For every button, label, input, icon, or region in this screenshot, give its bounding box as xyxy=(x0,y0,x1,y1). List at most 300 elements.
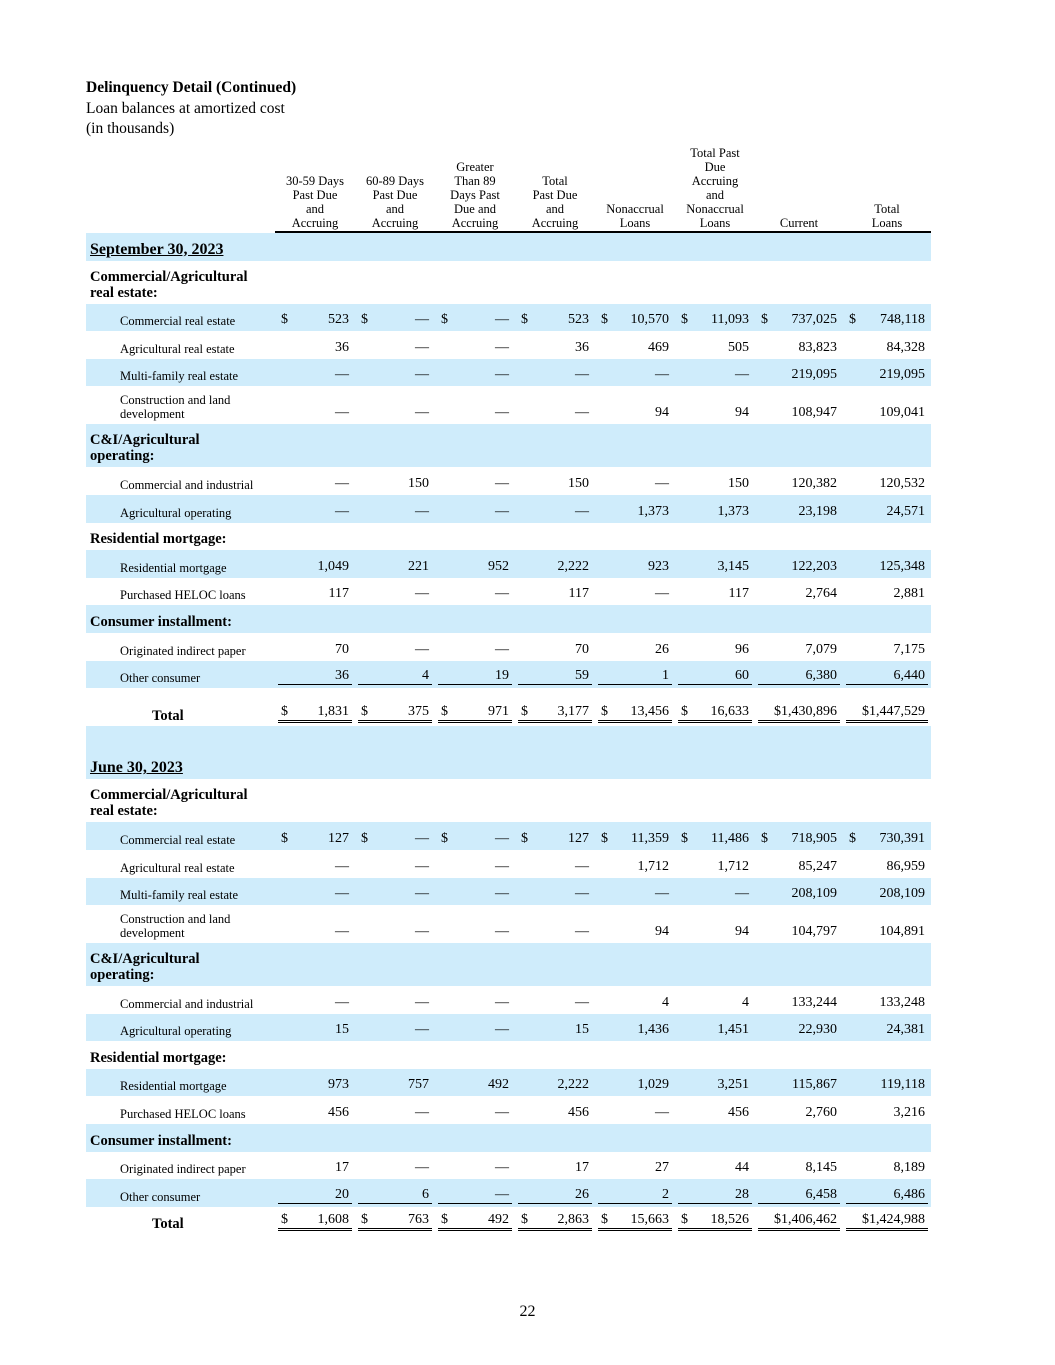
category-row xyxy=(86,779,931,822)
cell-value: 133,244 xyxy=(791,994,837,1010)
value-cell xyxy=(355,386,435,424)
cell-value: 27 xyxy=(655,1160,669,1176)
value-cell xyxy=(275,359,355,387)
cell-value: 1,831 xyxy=(317,703,349,719)
table-row xyxy=(86,495,931,523)
value-cell xyxy=(595,1207,675,1235)
currency-symbol xyxy=(849,559,859,575)
currency-symbol xyxy=(441,1022,451,1038)
value-cell xyxy=(435,467,515,495)
currency-symbol xyxy=(281,642,291,658)
currency-symbol xyxy=(601,1022,611,1038)
currency-symbol xyxy=(761,586,771,602)
value-cell xyxy=(435,878,515,906)
cell-value: — xyxy=(415,1022,429,1038)
value-cell xyxy=(595,822,675,850)
value-cell xyxy=(843,467,931,495)
table-row xyxy=(86,467,931,495)
currency-symbol: $ xyxy=(601,703,608,719)
value-cell xyxy=(843,1207,931,1235)
cell-value: 952 xyxy=(488,558,509,574)
value-cell xyxy=(755,467,843,495)
currency-symbol xyxy=(281,668,291,684)
cell-value: 18,526 xyxy=(710,1212,749,1228)
section-gap-row xyxy=(86,726,931,752)
cell-value: 117 xyxy=(728,586,749,602)
value-cell xyxy=(275,986,355,1014)
currency-symbol xyxy=(849,995,859,1011)
cell-value: 1,373 xyxy=(717,503,749,519)
value-cell xyxy=(435,550,515,578)
row-label: Commercial real estate xyxy=(86,304,275,332)
value-cell xyxy=(275,304,355,332)
value-cell xyxy=(515,304,595,332)
currency-symbol xyxy=(681,859,691,875)
table-row xyxy=(86,661,931,689)
cell-value: 6 xyxy=(422,1186,429,1202)
value-cell xyxy=(755,386,843,424)
value-cell xyxy=(675,578,755,606)
value-cell xyxy=(595,386,675,424)
currency-symbol: $ xyxy=(681,1212,688,1228)
value-cell xyxy=(755,495,843,523)
value-cell xyxy=(595,304,675,332)
value-cell xyxy=(843,1096,931,1124)
value-cell xyxy=(515,986,595,1014)
value-cell xyxy=(275,550,355,578)
table-row xyxy=(86,905,931,943)
currency-symbol xyxy=(849,924,859,940)
currency-symbol xyxy=(681,559,691,575)
value-cell xyxy=(675,386,755,424)
cell-value: — xyxy=(655,367,669,383)
value-cell xyxy=(755,1096,843,1124)
value-cell xyxy=(595,1152,675,1180)
column-header: 60-89 Days Past Due and Accruing xyxy=(355,146,435,233)
cell-value: 1 xyxy=(662,668,669,684)
cell-value: 22,930 xyxy=(798,1022,837,1038)
currency-symbol xyxy=(761,1077,771,1093)
cell-value: 17 xyxy=(335,1160,349,1176)
value-cell xyxy=(843,633,931,661)
cell-value: 973 xyxy=(328,1077,349,1093)
currency-symbol xyxy=(601,559,611,575)
value-cell xyxy=(675,850,755,878)
value-cell xyxy=(515,905,595,943)
cell-value: 94 xyxy=(655,924,669,940)
value-cell xyxy=(515,878,595,906)
cell-value: — xyxy=(495,312,509,328)
currency-symbol xyxy=(681,886,691,902)
currency-symbol xyxy=(849,586,859,602)
cell-value: 2,222 xyxy=(557,1077,589,1093)
cell-value: 219,095 xyxy=(879,367,925,383)
currency-symbol: $ xyxy=(281,1212,288,1228)
currency-symbol xyxy=(521,340,531,356)
value-cell xyxy=(435,1014,515,1042)
currency-symbol xyxy=(681,367,691,383)
cell-value: 16,633 xyxy=(710,703,749,719)
currency-symbol xyxy=(761,476,771,492)
currency-symbol xyxy=(681,1187,691,1203)
cell-value: 718,905 xyxy=(791,830,837,846)
cell-value: 127 xyxy=(568,830,589,846)
column-header: Total Past Due Accruing and Nonaccrual Loans xyxy=(675,146,755,233)
cell-value: 127 xyxy=(328,830,349,846)
row-label: Construction and land development xyxy=(120,912,231,941)
value-cell xyxy=(755,331,843,359)
cell-value: 36 xyxy=(335,668,349,684)
value-cell xyxy=(755,661,843,689)
cell-value: 19 xyxy=(495,668,509,684)
currency-symbol: $ xyxy=(361,312,368,328)
currency-symbol xyxy=(521,1105,531,1121)
cell-value: 1,029 xyxy=(637,1077,669,1093)
currency-symbol xyxy=(761,1160,771,1176)
value-cell xyxy=(755,905,843,943)
row-label: Other consumer xyxy=(86,1179,275,1207)
value-cell xyxy=(275,1096,355,1124)
cell-value: 923 xyxy=(648,558,669,574)
cell-value: — xyxy=(655,1105,669,1121)
cell-value: 221 xyxy=(408,558,429,574)
currency-symbol xyxy=(681,642,691,658)
cell-value: $1,424,988 xyxy=(862,1212,925,1228)
currency-symbol xyxy=(849,1105,859,1121)
cell-value: 150 xyxy=(408,475,429,491)
currency-symbol xyxy=(361,995,371,1011)
value-cell xyxy=(355,467,435,495)
value-cell xyxy=(355,661,435,689)
value-cell xyxy=(675,1179,755,1207)
value-cell xyxy=(595,578,675,606)
cell-value: — xyxy=(495,830,509,846)
cell-value: — xyxy=(495,1022,509,1038)
row-label: Originated indirect paper xyxy=(120,1162,246,1177)
currency-symbol xyxy=(601,642,611,658)
column-header: Greater Than 89 Days Past Due and Accruing xyxy=(435,146,515,233)
cell-value: 4 xyxy=(422,668,429,684)
value-cell xyxy=(355,495,435,523)
currency-symbol xyxy=(521,859,531,875)
category-label: Consumer installment: xyxy=(86,1124,931,1152)
currency-symbol xyxy=(281,559,291,575)
currency-symbol xyxy=(849,367,859,383)
cell-value: 7,079 xyxy=(805,641,837,657)
currency-symbol xyxy=(849,642,859,658)
cell-value: 730,391 xyxy=(879,830,925,846)
cell-value: — xyxy=(735,367,749,383)
cell-value: 23,198 xyxy=(798,503,837,519)
value-cell xyxy=(275,661,355,689)
currency-symbol xyxy=(521,504,531,520)
table-row xyxy=(86,986,931,1014)
currency-symbol xyxy=(281,1105,291,1121)
currency-symbol xyxy=(441,642,451,658)
value-cell xyxy=(275,1014,355,1042)
cell-value: 6,440 xyxy=(893,668,925,684)
value-cell xyxy=(843,850,931,878)
cell-value: 3,145 xyxy=(717,558,749,574)
value-cell xyxy=(675,467,755,495)
cell-value: 971 xyxy=(488,703,509,719)
value-cell xyxy=(843,1179,931,1207)
cell-value: 523 xyxy=(328,312,349,328)
value-cell xyxy=(275,467,355,495)
value-cell xyxy=(515,822,595,850)
value-cell xyxy=(355,304,435,332)
value-cell xyxy=(515,578,595,606)
currency-symbol xyxy=(361,886,371,902)
cell-value: — xyxy=(415,1160,429,1176)
cell-value: — xyxy=(655,886,669,902)
currency-symbol: $ xyxy=(761,830,768,846)
category-row xyxy=(86,605,931,633)
table-row xyxy=(86,359,931,387)
cell-value: — xyxy=(495,924,509,940)
currency-symbol: $ xyxy=(361,703,368,719)
value-cell xyxy=(275,850,355,878)
value-cell xyxy=(355,331,435,359)
currency-symbol xyxy=(521,586,531,602)
currency-symbol xyxy=(849,1187,859,1203)
currency-symbol: $ xyxy=(681,703,688,719)
value-cell xyxy=(675,304,755,332)
cell-value: — xyxy=(495,886,509,902)
value-cell xyxy=(435,304,515,332)
currency-symbol xyxy=(441,559,451,575)
page-number: 22 xyxy=(519,1303,536,1320)
value-cell xyxy=(595,905,675,943)
value-cell xyxy=(515,1152,595,1180)
currency-symbol xyxy=(361,559,371,575)
value-cell xyxy=(755,878,843,906)
value-cell xyxy=(675,633,755,661)
cell-value: 117 xyxy=(568,586,589,602)
currency-symbol xyxy=(281,586,291,602)
currency-symbol xyxy=(361,642,371,658)
cell-value: 83,823 xyxy=(798,339,837,355)
report-subtitle: Loan balances at amortized cost xyxy=(86,99,285,117)
spacer xyxy=(86,688,931,698)
cell-value: $1,447,529 xyxy=(862,703,925,719)
value-cell xyxy=(435,578,515,606)
currency-symbol xyxy=(441,504,451,520)
table-row xyxy=(86,1179,931,1207)
cell-value: — xyxy=(575,994,589,1010)
currency-symbol xyxy=(441,668,451,684)
currency-symbol: $ xyxy=(281,312,288,328)
value-cell xyxy=(435,661,515,689)
table-row xyxy=(86,878,931,906)
cell-value: — xyxy=(415,503,429,519)
header-blank xyxy=(86,146,275,233)
cell-value: — xyxy=(415,994,429,1010)
currency-symbol xyxy=(441,367,451,383)
cell-value: 1,712 xyxy=(637,858,669,874)
value-cell xyxy=(355,1152,435,1180)
cell-value: $1,430,896 xyxy=(774,703,837,719)
cell-value: 36 xyxy=(335,339,349,355)
table-row xyxy=(86,1096,931,1124)
row-label: Commercial real estate xyxy=(86,822,275,850)
section-header-row xyxy=(86,233,931,261)
currency-symbol xyxy=(521,1077,531,1093)
currency-symbol xyxy=(281,476,291,492)
section-title: September 30, 2023 xyxy=(86,233,931,261)
cell-value: 492 xyxy=(488,1212,509,1228)
currency-symbol xyxy=(281,340,291,356)
cell-value: — xyxy=(655,586,669,602)
currency-symbol xyxy=(681,504,691,520)
value-cell xyxy=(675,822,755,850)
currency-symbol xyxy=(849,504,859,520)
cell-value: — xyxy=(495,1186,509,1202)
currency-symbol xyxy=(761,642,771,658)
value-cell xyxy=(675,550,755,578)
value-cell xyxy=(843,661,931,689)
cell-value: 122,203 xyxy=(791,558,837,574)
value-cell xyxy=(755,633,843,661)
value-cell xyxy=(355,633,435,661)
value-cell xyxy=(275,386,355,424)
currency-symbol xyxy=(361,1187,371,1203)
cell-value: 44 xyxy=(735,1160,749,1176)
cell-value: 456 xyxy=(568,1105,589,1121)
currency-symbol xyxy=(441,586,451,602)
table-row xyxy=(86,1069,931,1097)
category-label: Consumer installment: xyxy=(86,605,931,633)
total-row xyxy=(86,698,931,726)
currency-symbol xyxy=(281,995,291,1011)
cell-value: — xyxy=(335,405,349,421)
row-label: Residential mortgage xyxy=(86,1069,275,1097)
value-cell xyxy=(675,495,755,523)
value-cell xyxy=(595,467,675,495)
currency-symbol xyxy=(849,859,859,875)
value-cell xyxy=(435,633,515,661)
currency-symbol xyxy=(521,1160,531,1176)
currency-symbol xyxy=(849,1212,859,1228)
value-cell xyxy=(435,986,515,1014)
currency-symbol xyxy=(441,1160,451,1176)
currency-symbol xyxy=(441,405,451,421)
cell-value: 2,863 xyxy=(557,1212,589,1228)
value-cell xyxy=(515,1179,595,1207)
currency-symbol xyxy=(601,859,611,875)
currency-symbol xyxy=(681,924,691,940)
currency-symbol xyxy=(521,1022,531,1038)
cell-value: 96 xyxy=(735,641,749,657)
value-cell xyxy=(595,850,675,878)
currency-symbol xyxy=(849,886,859,902)
value-cell xyxy=(435,1179,515,1207)
cell-value: 2 xyxy=(662,1186,669,1202)
value-cell xyxy=(435,331,515,359)
cell-value: 456 xyxy=(728,1105,749,1121)
currency-symbol xyxy=(281,1187,291,1203)
value-cell xyxy=(275,878,355,906)
cell-value: 70 xyxy=(335,641,349,657)
row-label: Agricultural real estate xyxy=(120,860,235,875)
cell-value: 15 xyxy=(575,1022,589,1038)
category-row xyxy=(86,261,931,304)
currency-symbol xyxy=(441,886,451,902)
currency-symbol xyxy=(281,886,291,902)
currency-symbol xyxy=(361,504,371,520)
cell-value: 1,608 xyxy=(317,1212,349,1228)
cell-value: 28 xyxy=(735,1186,749,1202)
cell-value: 17 xyxy=(575,1160,589,1176)
cell-value: 70 xyxy=(575,641,589,657)
currency-symbol xyxy=(681,1160,691,1176)
value-cell xyxy=(435,905,515,943)
value-cell xyxy=(843,550,931,578)
currency-symbol: $ xyxy=(521,312,528,328)
cell-value: 104,797 xyxy=(791,924,837,940)
value-cell xyxy=(435,359,515,387)
cell-value: 375 xyxy=(408,703,429,719)
cell-value: 20 xyxy=(335,1186,349,1202)
value-cell xyxy=(675,905,755,943)
value-cell xyxy=(355,359,435,387)
value-cell xyxy=(275,1207,355,1235)
value-cell xyxy=(755,698,843,726)
cell-value: 8,145 xyxy=(805,1160,837,1176)
currency-symbol xyxy=(601,1077,611,1093)
cell-value: 15 xyxy=(335,1022,349,1038)
category-label: Residential mortgage: xyxy=(90,1049,227,1066)
currency-symbol: $ xyxy=(281,703,288,719)
cell-value: 15,663 xyxy=(630,1212,669,1228)
value-cell xyxy=(435,698,515,726)
value-cell xyxy=(355,822,435,850)
cell-value: 505 xyxy=(728,339,749,355)
currency-symbol xyxy=(601,340,611,356)
value-cell xyxy=(515,331,595,359)
cell-value: 108,947 xyxy=(791,405,837,421)
currency-symbol: $ xyxy=(521,830,528,846)
value-cell xyxy=(755,1152,843,1180)
cell-value: — xyxy=(335,503,349,519)
currency-symbol xyxy=(361,1105,371,1121)
cell-value: — xyxy=(415,586,429,602)
value-cell xyxy=(755,1014,843,1042)
currency-symbol xyxy=(849,476,859,492)
value-cell xyxy=(515,850,595,878)
category-label: C&I/Agricultural operating: xyxy=(86,943,931,986)
currency-symbol xyxy=(761,995,771,1011)
cell-value: 13,456 xyxy=(630,703,669,719)
value-cell xyxy=(675,1207,755,1235)
value-cell xyxy=(275,905,355,943)
currency-symbol xyxy=(521,924,531,940)
cell-value: 86,959 xyxy=(886,858,925,874)
value-cell xyxy=(843,1152,931,1180)
cell-value: 6,486 xyxy=(893,1186,925,1202)
currency-symbol: $ xyxy=(681,830,688,846)
value-cell xyxy=(435,1152,515,1180)
table-row xyxy=(86,633,931,661)
value-cell xyxy=(675,1096,755,1124)
currency-symbol xyxy=(761,367,771,383)
cell-value: 219,095 xyxy=(791,367,837,383)
cell-value: 10,570 xyxy=(630,312,669,328)
cell-value: 24,571 xyxy=(886,503,925,519)
cell-value: 1,436 xyxy=(637,1022,669,1038)
currency-symbol xyxy=(281,367,291,383)
cell-value: — xyxy=(735,886,749,902)
